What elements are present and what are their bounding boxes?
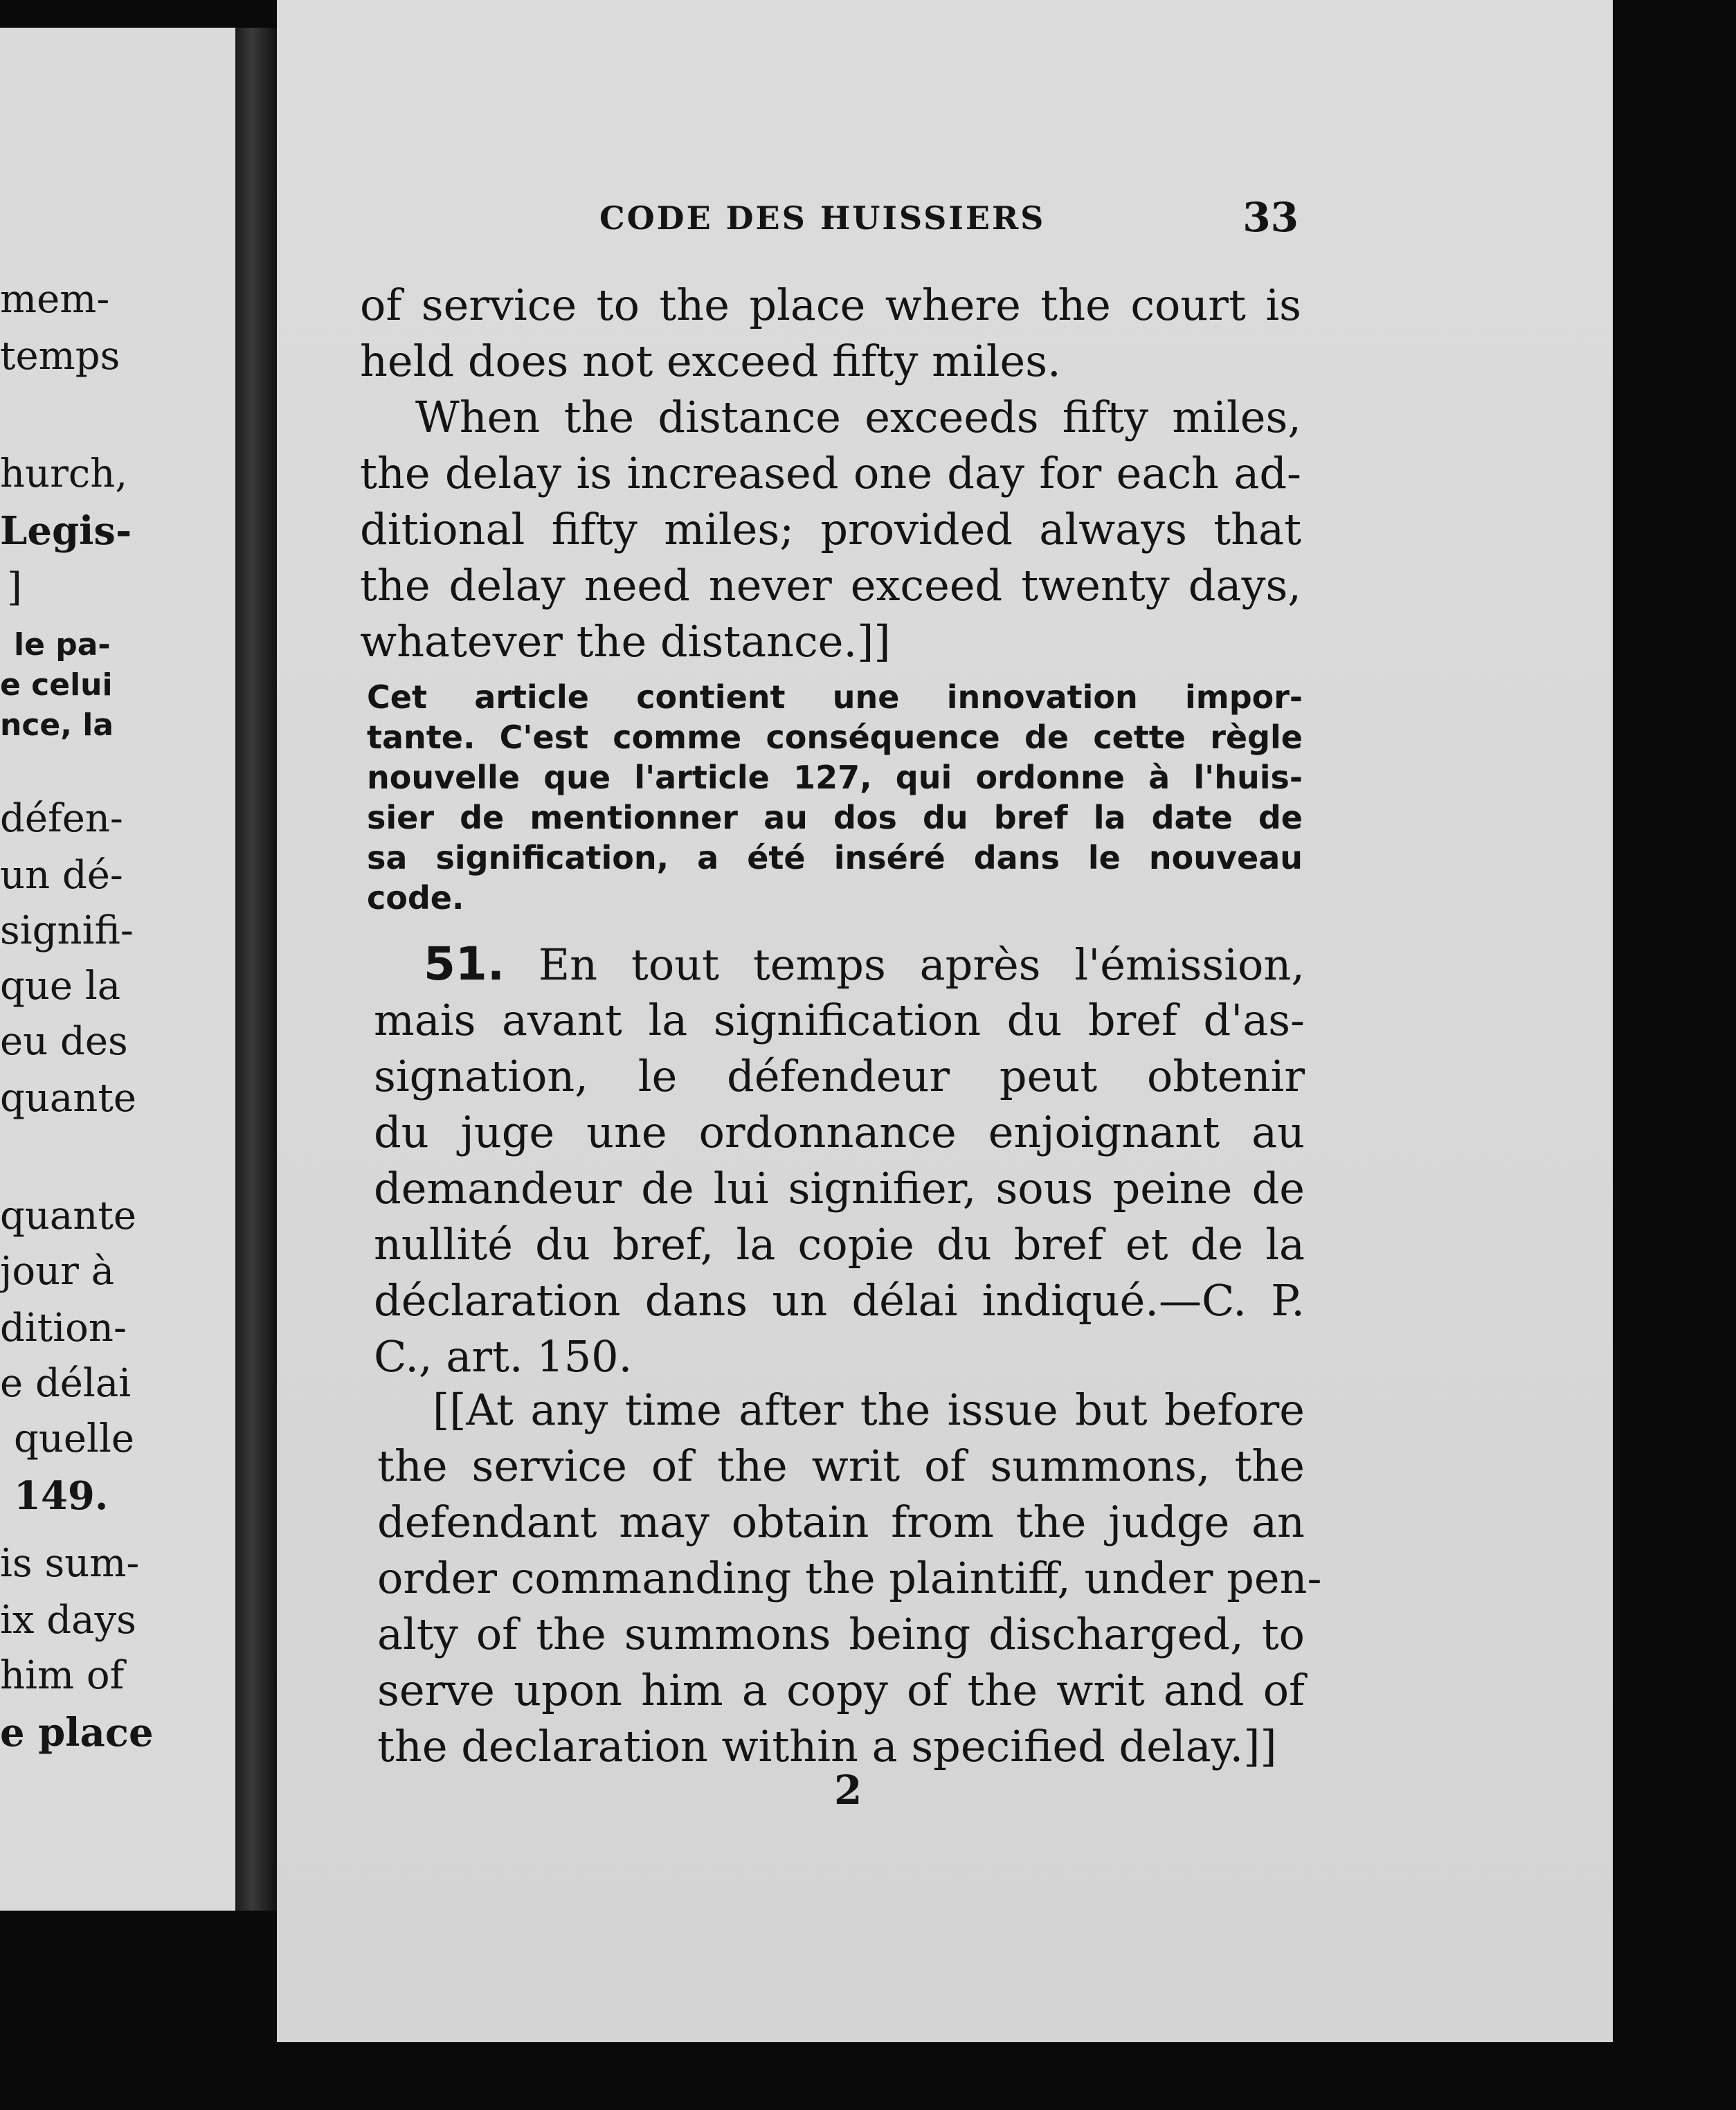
text-line: serve upon him a copy of the writ and of [377, 1665, 1305, 1715]
text-line: whatever the distance.]] [360, 616, 891, 667]
left-fragment: e délai [0, 1361, 132, 1406]
left-fragment: un dé- [0, 853, 123, 898]
text-line: alty of the summons being discharged, to [377, 1609, 1305, 1659]
folio-signature: 2 [834, 1767, 862, 1814]
left-fragment: le pa- [14, 627, 111, 662]
text-line: the delay need never exceed twenty days, [360, 560, 1301, 611]
article-number: 51. [424, 937, 505, 991]
note-line: Cet article contient une innovation impor- [367, 678, 1303, 716]
paragraph-2 [360, 389, 1301, 669]
text-line: ditional fifty miles; provided always that [360, 504, 1301, 554]
text-line: When the distance exceeds fifty miles, [415, 392, 1301, 442]
left-fragment: Legis- [0, 508, 132, 554]
note-line: tante. C'est comme conséquence de cette règle [367, 719, 1303, 756]
bottom-dark-edge [0, 2042, 1736, 2110]
left-fragment: signifi- [0, 908, 134, 953]
left-fragment: que la [0, 964, 121, 1009]
text-line: C., art. 150. [374, 1331, 633, 1382]
text-line: mais avant la signification du bref d'as- [374, 995, 1305, 1045]
article-first-line [374, 936, 1305, 992]
page-header [599, 194, 1299, 241]
left-fragment: temps [0, 334, 120, 379]
left-fragment: jour à [0, 1249, 115, 1294]
left-fragment: quante [0, 1076, 137, 1121]
left-fragment: ix days [0, 1598, 136, 1643]
left-fragment: nce, la [0, 707, 114, 743]
left-fragment: défen- [0, 796, 123, 841]
text-line: held does not exceed fifty miles. [360, 336, 1061, 386]
commentary-note [367, 677, 1303, 918]
right-dark-edge [1613, 0, 1736, 2110]
left-fragment: 149. [14, 1473, 109, 1519]
text-line: the delay is increased one day for each ad- [360, 448, 1301, 498]
left-fragment: dition- [0, 1306, 127, 1351]
left-facing-page [0, 28, 249, 1911]
text-line: the service of the writ of summons, the [377, 1441, 1305, 1491]
paragraph-1 [360, 277, 1301, 389]
note-line: sa signification, a été inséré dans le nouveau [367, 839, 1303, 876]
text-line: nullité du bref, la copie du bref et de la [374, 1219, 1305, 1270]
left-fragment: ] [7, 565, 22, 610]
text-line: of service to the place where the court is [360, 280, 1301, 330]
page-number: 33 [1242, 194, 1299, 241]
left-fragment: mem- [0, 277, 110, 322]
text-line: signation, le défendeur peut obtenir [374, 1051, 1305, 1101]
left-fragment: quante [0, 1193, 137, 1238]
left-fragment: quelle [14, 1416, 135, 1461]
running-head: CODE DES HUISSIERS [599, 199, 1046, 237]
text-line: du juge une ordonnance enjoignant au [374, 1107, 1305, 1157]
left-fragment: e place [0, 1710, 154, 1756]
left-fragment: hurch, [0, 451, 128, 496]
text-line: demandeur de lui signifier, sous peine de [374, 1163, 1305, 1214]
note-line: nouvelle que l'article 127, qui ordonne à l'huis- [367, 759, 1303, 796]
note-line: code. [367, 879, 464, 917]
text-line: defendant may obtain from the judge an [377, 1497, 1305, 1547]
text-line: déclaration dans un délai indiqué.—C. P. [374, 1275, 1305, 1326]
article-51-french [374, 936, 1305, 1385]
note-line: sier de mentionner au dos du bref la date de [367, 799, 1303, 836]
left-fragment: is sum- [0, 1541, 140, 1586]
text-line: [[At any time after the issue but before [433, 1385, 1305, 1435]
article-51-english [377, 1382, 1322, 1774]
left-fragment: eu des [0, 1019, 128, 1064]
left-fragment: e celui [0, 667, 113, 703]
text-line: the declaration within a specified delay.]] [377, 1721, 1277, 1771]
left-fragment: him of [0, 1653, 125, 1698]
article-first-line-text: En tout temps après l'émission, [538, 939, 1305, 990]
text-line: order commanding the plaintiff, under pen- [377, 1553, 1322, 1603]
book-spine-gutter [235, 28, 277, 1911]
